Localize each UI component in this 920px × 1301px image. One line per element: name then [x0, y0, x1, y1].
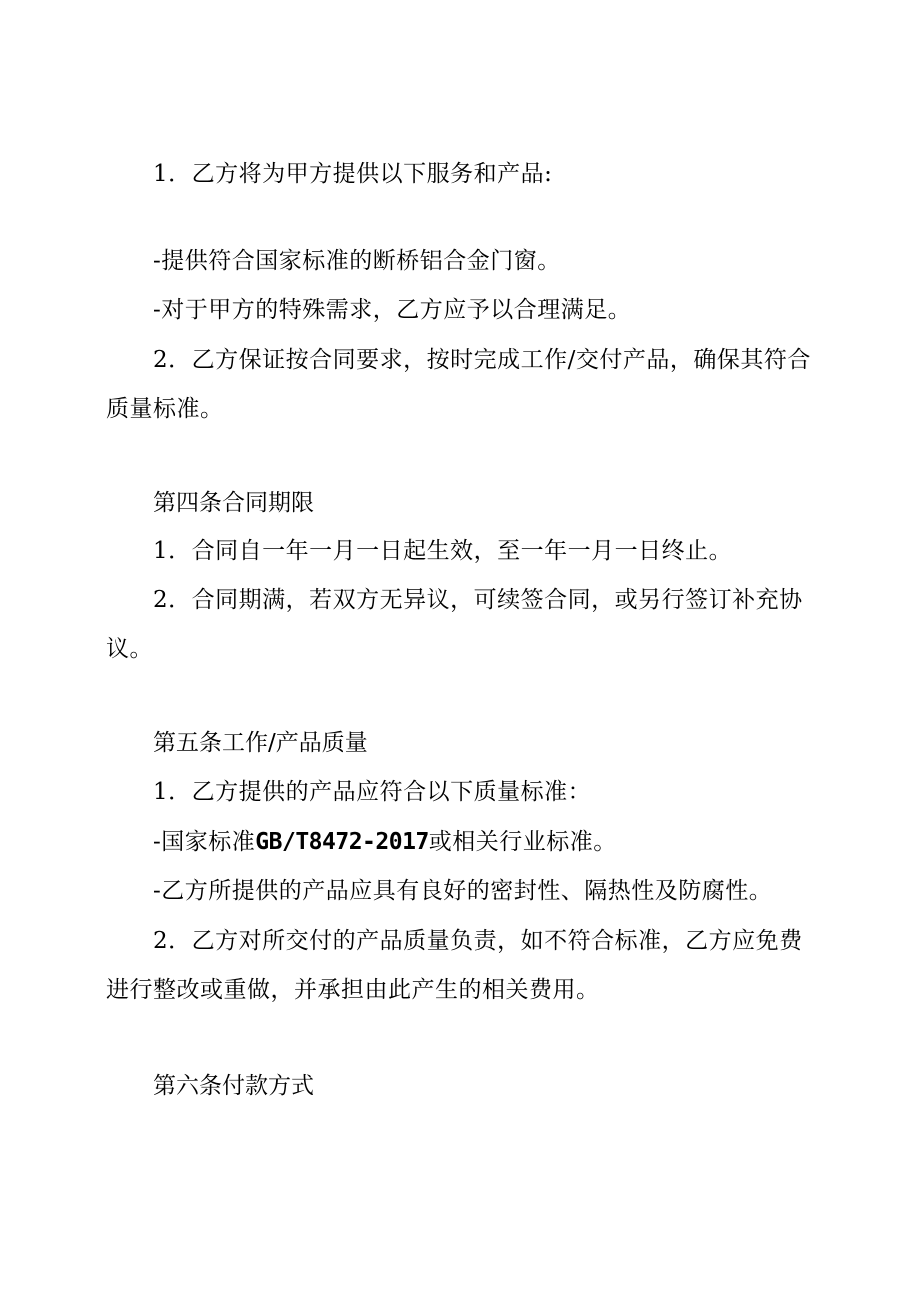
- section6-title: 第六条付款方式: [153, 1073, 314, 1099]
- section5-bullet1-suffix: 或相关行业标准。: [428, 829, 617, 855]
- section5-bullet2: -乙方所提供的产品应具有良好的密封性、隔热性及防腐性。: [153, 878, 773, 904]
- section5-title: 第五条工作/产品质量: [153, 730, 368, 756]
- section5-item2-line1: 2．乙方对所交付的产品质量负责，如不符合标准，乙方应免费: [153, 928, 803, 954]
- section5-bullet1-prefix: -国家标准: [153, 829, 256, 855]
- section5-bullet1: [153, 827, 617, 857]
- section4-item2-line1: 2．合同期满，若双方无异议，可续签合同，或另行签订补充协: [153, 587, 803, 613]
- section4-title: 第四条合同期限: [153, 490, 314, 516]
- section3-bullet2: -对于甲方的特殊需求，乙方应予以合理满足。: [153, 297, 632, 323]
- section4-item1: 1．合同自一年一月一日起生效，至一年一月一日终止。: [153, 538, 733, 564]
- section3-item2-line1: 2．乙方保证按合同要求，按时完成工作/交付产品，确保其符合: [153, 347, 811, 373]
- section5-item1: 1．乙方提供的产品应符合以下质量标准：: [153, 779, 592, 805]
- standard-code: GB/T8472-2017: [255, 829, 429, 855]
- section5-item2-line2: 进行整改或重做，并承担由此产生的相关费用。: [106, 977, 600, 1003]
- section3-item2-line2: 质量标准。: [106, 396, 224, 422]
- section3-item1: 1．乙方将为甲方提供以下服务和产品:: [153, 161, 553, 187]
- section4-item2-line2: 议。: [106, 636, 153, 662]
- section3-bullet1: -提供符合国家标准的断桥铝合金门窗。: [153, 248, 561, 274]
